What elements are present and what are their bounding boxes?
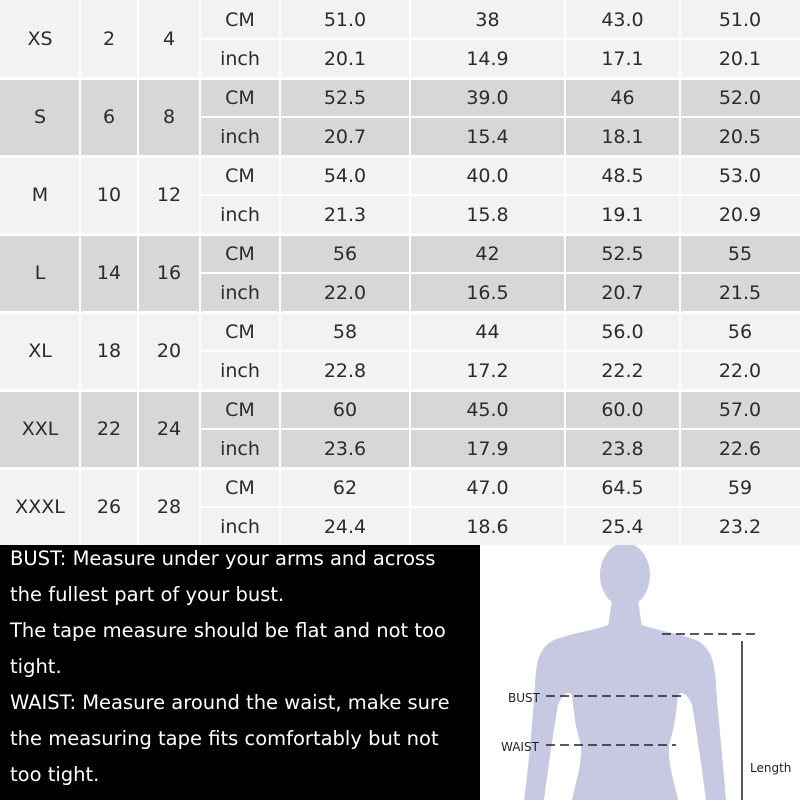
inch-value: 14.9 xyxy=(466,47,509,70)
unit-cm: CM xyxy=(225,320,255,343)
us-size: 6 xyxy=(102,106,116,128)
inch-value: 23.8 xyxy=(601,437,644,460)
inch-value: 16.5 xyxy=(466,281,509,304)
cm-value: 57.0 xyxy=(718,398,762,421)
cm-value: 54.0 xyxy=(323,164,367,187)
inch-value: 22.0 xyxy=(323,281,367,304)
us-size: 18 xyxy=(96,340,122,362)
column-divider xyxy=(279,0,281,546)
cm-value: 39.0 xyxy=(466,86,509,109)
unit-cm: CM xyxy=(225,476,255,499)
uk-size: 24 xyxy=(156,418,182,440)
subrow-divider xyxy=(200,116,800,118)
inch-value: 15.4 xyxy=(466,125,509,148)
cm-value: 52.5 xyxy=(323,86,367,109)
unit-cm: CM xyxy=(225,86,255,109)
unit-cm: CM xyxy=(225,164,255,187)
inch-value: 18.6 xyxy=(466,515,509,538)
unit-cm: CM xyxy=(225,242,255,265)
size-label: XXXL xyxy=(15,496,65,518)
us-size: 2 xyxy=(102,28,116,50)
unit-inch: inch xyxy=(220,515,260,538)
subrow-divider xyxy=(200,272,800,274)
unit-cm: CM xyxy=(225,8,255,31)
inch-value: 22.2 xyxy=(601,359,644,382)
inch-value: 20.7 xyxy=(323,125,367,148)
note-line: The tape measure should be flat and not too xyxy=(10,619,446,642)
inch-value: 21.3 xyxy=(323,203,367,226)
cm-value: 58 xyxy=(332,320,358,343)
cm-value: 55 xyxy=(727,242,753,265)
size-label: XL xyxy=(28,340,52,362)
cm-value: 51.0 xyxy=(323,8,367,31)
inch-value: 22.6 xyxy=(718,437,762,460)
length-label: Length xyxy=(750,761,792,775)
size-label: S xyxy=(33,106,47,128)
cm-value: 51.0 xyxy=(718,8,762,31)
cm-value: 62 xyxy=(332,476,358,499)
size-label: L xyxy=(34,262,46,284)
body-measurement-figure xyxy=(480,545,800,800)
cm-value: 56.0 xyxy=(601,320,644,343)
unit-inch: inch xyxy=(220,281,260,304)
column-divider xyxy=(199,0,201,546)
inch-value: 20.5 xyxy=(718,125,762,148)
cm-value: 46 xyxy=(610,86,635,109)
figure-head xyxy=(600,545,650,607)
cm-value: 48.5 xyxy=(601,164,644,187)
inch-value: 22.8 xyxy=(323,359,367,382)
inch-value: 23.6 xyxy=(323,437,367,460)
cm-value: 52.5 xyxy=(601,242,644,265)
note-line: WAIST: Measure around the waist, make sure xyxy=(10,691,450,714)
inch-value: 20.9 xyxy=(718,203,762,226)
cm-value: 44 xyxy=(475,320,500,343)
us-size: 26 xyxy=(96,496,122,518)
inch-value: 21.5 xyxy=(718,281,762,304)
uk-size: 8 xyxy=(162,106,176,128)
cm-value: 56 xyxy=(332,242,358,265)
note-line: the fullest part of your bust. xyxy=(10,583,285,606)
cm-value: 45.0 xyxy=(466,398,509,421)
cm-value: 52.0 xyxy=(718,86,762,109)
inch-value: 19.1 xyxy=(601,203,644,226)
inch-value: 20.1 xyxy=(718,47,762,70)
subrow-divider xyxy=(200,428,800,430)
size-label: XXL xyxy=(21,418,59,440)
cm-value: 59 xyxy=(727,476,753,499)
inch-value: 24.4 xyxy=(323,515,367,538)
bust-label: BUST xyxy=(508,691,540,705)
unit-cm: CM xyxy=(225,398,255,421)
inch-value: 17.9 xyxy=(466,437,509,460)
inch-value: 23.2 xyxy=(718,515,762,538)
column-divider xyxy=(137,0,139,546)
subrow-divider xyxy=(200,194,800,196)
note-line: too tight. xyxy=(10,763,100,786)
cm-value: 56 xyxy=(727,320,753,343)
cm-value: 42 xyxy=(475,242,500,265)
subrow-divider xyxy=(200,506,800,508)
inch-value: 15.8 xyxy=(466,203,509,226)
uk-size: 28 xyxy=(156,496,182,518)
unit-inch: inch xyxy=(220,203,260,226)
column-divider xyxy=(564,0,566,546)
subrow-divider xyxy=(200,38,800,40)
uk-size: 12 xyxy=(156,184,182,206)
cm-value: 53.0 xyxy=(718,164,762,187)
waist-label: WAIST xyxy=(501,740,539,754)
inch-value: 17.1 xyxy=(601,47,644,70)
subrow-divider xyxy=(200,350,800,352)
figure-torso xyxy=(524,625,726,800)
size-label: XS xyxy=(27,28,53,50)
cm-value: 43.0 xyxy=(601,8,644,31)
inch-value: 22.0 xyxy=(718,359,762,382)
unit-inch: inch xyxy=(220,437,260,460)
uk-size: 4 xyxy=(162,28,176,50)
unit-inch: inch xyxy=(220,359,260,382)
uk-size: 20 xyxy=(156,340,182,362)
column-divider xyxy=(79,0,81,546)
note-line: tight. xyxy=(10,655,62,678)
unit-inch: inch xyxy=(220,125,260,148)
figure-neck xyxy=(608,600,642,627)
cm-value: 40.0 xyxy=(466,164,509,187)
column-divider xyxy=(679,0,681,546)
unit-inch: inch xyxy=(220,47,260,70)
inch-value: 20.7 xyxy=(601,281,644,304)
us-size: 14 xyxy=(96,262,122,284)
cm-value: 47.0 xyxy=(466,476,509,499)
cm-value: 38 xyxy=(475,8,500,31)
inch-value: 25.4 xyxy=(601,515,644,538)
column-divider xyxy=(409,0,411,546)
cm-value: 60 xyxy=(332,398,358,421)
cm-value: 64.5 xyxy=(601,476,644,499)
us-size: 10 xyxy=(96,184,122,206)
measurement-notes xyxy=(0,545,480,800)
inch-value: 17.2 xyxy=(466,359,509,382)
note-line: BUST: Measure under your arms and across xyxy=(10,547,436,570)
uk-size: 16 xyxy=(156,262,182,284)
cm-value: 60.0 xyxy=(601,398,644,421)
note-line: the measuring tape fits comfortably but not xyxy=(10,727,439,750)
inch-value: 18.1 xyxy=(601,125,644,148)
size-label: M xyxy=(31,184,49,206)
us-size: 22 xyxy=(96,418,122,440)
inch-value: 20.1 xyxy=(323,47,367,70)
